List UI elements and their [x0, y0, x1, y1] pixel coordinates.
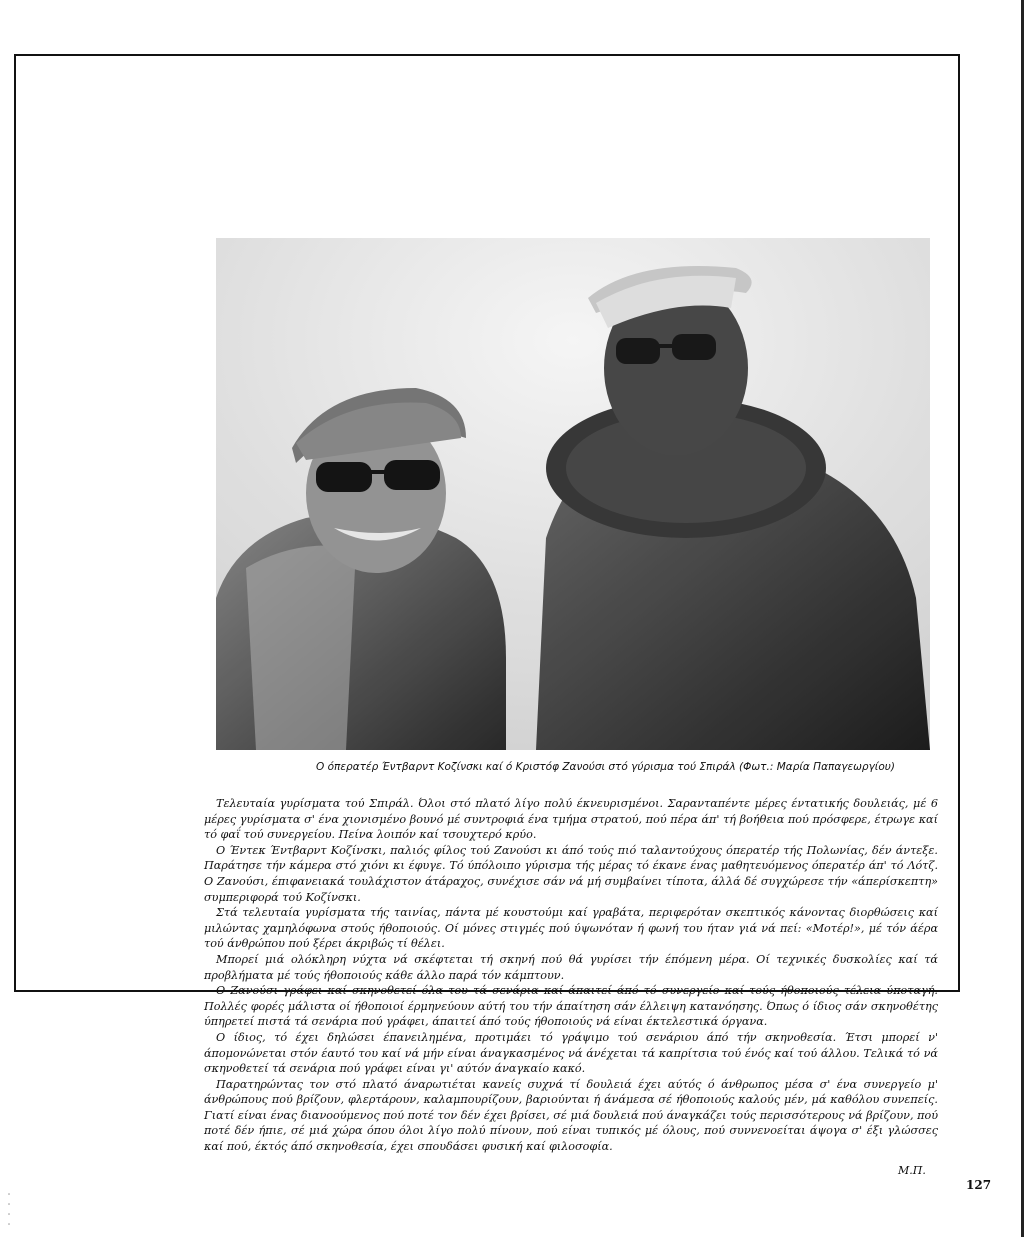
paragraph: Ο Ζανούσι γράφει καί σκηνοθετεί όλα του τά σενάρια καί άπαιτεί άπό τό συνεργείο καί τούς ήθοποιούς τέλεια ύποταγή. Πολλές φορές μάλιστα οί ήθοποιοί έρμηνεύουν αύτή του τήν άπαίτηση σάν έλλειψη κατανόησης. Όπως ό ίδιος σάν σκηνοθέτης ύπηρετεί πιστά τά σενάρια πού γράφει, άπαιτεί άπό τούς ήθοποιούς νά είναι έκτελεστικά όργανα. — [204, 984, 938, 1029]
paragraph: Ο ίδιος, τό έχει δηλώσει έπανειλημένα, προτιμάει τό γράψιμο τού σενάριου άπό τήν σκηνοθεσία. Έτσι μπορεί ν' άπομονώνεται στόν έαυτό του καί νά μήν είναι άναγκασμένος νά άνέχεται τά καπρίτσια τού ένός καί τού άλλου. Τελικά τό νά σκηνοθετεί τά σενάρια πού γράφει είναι γι' αύτόν άναγκαίο κακό. — [204, 1030, 938, 1076]
paragraph: Στά τελευταία γυρίσματα τής ταινίας, πάντα μέ κουστούμι καί γραβάτα, περιφερόταν σκεπτικός κάνοντας διορθώσεις καί μιλώντας χαμηλόφωνα στούς ήθοποιούς. Οί μόνες στιγμές πού ύψωνόταν ή φωνή του ήταν γιά νά πεί: «Μοτέρ!», μέ τόν άέρα τού άνθρώπου πού ξέρει άκριβώς τί θέλει. — [204, 906, 938, 951]
paragraph: Ο Έντεκ Έντβαρντ Κοζίνσκι, παλιός φίλος τού Ζανούσι κι άπό τούς πιό ταλαντούχους όπερατέρ τής Πολωνίας, δέν άντεξε. Παράτησε τήν κάμερα στό χιόνι κι έφυγε. Τό ύπόλοιπο γύρισμα τής μέρας τό έκανε ένας μαθητευόμενος όπερατέρ άπ' τό Λότζ. Ο Ζανούσι, έπιφανειακά τουλάχιστον άτάραχος, συνέχισε σάν νά μή συμβαίνει τίποτα, άλλά δέ συγχώρεσε τήν «άπερίσκεπτη» συμπεριφορά τού Κοζίνσκι. — [204, 843, 938, 904]
scan-artifact — [6, 1190, 12, 1230]
page-number: 127 — [966, 1178, 992, 1192]
photo-caption: Ο όπερατέρ Έντβαρντ Κοζίνσκι καί ό Κριστόφ Ζανούσι στό γύρισμα τού Σπιράλ (Φωτ.: Μαρία Παπαγεωργίου) — [316, 761, 895, 773]
paragraph: Μπορεί μιά ολόκληρη νύχτα νά σκέφτεται τή σκηνή πού θά γυρίσει τήν έπόμενη μέρα. Οί τεχνικές δυσκολίες καί τά προβλήματα μέ τούς ήθοποιούς κάθε άλλο παρά τόν κάμπτουν. — [204, 952, 938, 982]
paragraph: Τελευταία γυρίσματα τού Σπιράλ. Όλοι στό πλατό λίγο πολύ έκνευρισμένοι. Σαρανταπέντε μέρες έντατικής δουλειάς, μέ 6 μέρες γυρίσματα σ' ένα χιονισμένο βουνό μέ συντροφιά ένα τμήμα στρατού, πού πέρα άπ' τή βοήθεια πού πρόσφερε, έτρωγε καί τό φαΐ τού συνεργείου. Πείνα λοιπόν καί τσουχτερό κρύο. — [204, 797, 938, 842]
photo-illustration — [216, 238, 930, 750]
paragraph: Παρατηρώντας τον στό πλατό άναρωτιέται κανείς συχνά τί δουλειά έχει αύτός ό άνθρωπος μέσα σ' ένα συνεργείο μ' άνθρώπους πού βρίζουν, φλερτάρουν, καλαμπουρίζουν, βαριούνται ή άνάμεσα σέ ήθοποιούς καλούς μέν, μά καθόλου συνεπείς. Γιατί είναι ένας διανοούμενος πού ποτέ τον δέν έχει βρίσει, σέ μιά δουλειά πού άναγκάζει τούς περισσότερους νά βρίζουν, πού ποτέ δέν ήπιε, σέ μιά χώρα όπου όλοι λίγο πολύ πίνουν, πού είναι τυπικός μέ όλους, πού συννενοείται άψογα σ' έξι γλώσσες καί πού, έκτός άπό σκηνοθεσία, έχει σπουδάσει φυσική καί φιλοσοφία. — [204, 1077, 938, 1154]
author-initials: Μ.Π. — [898, 1164, 926, 1177]
photograph — [216, 238, 930, 750]
article-body — [204, 796, 938, 1155]
